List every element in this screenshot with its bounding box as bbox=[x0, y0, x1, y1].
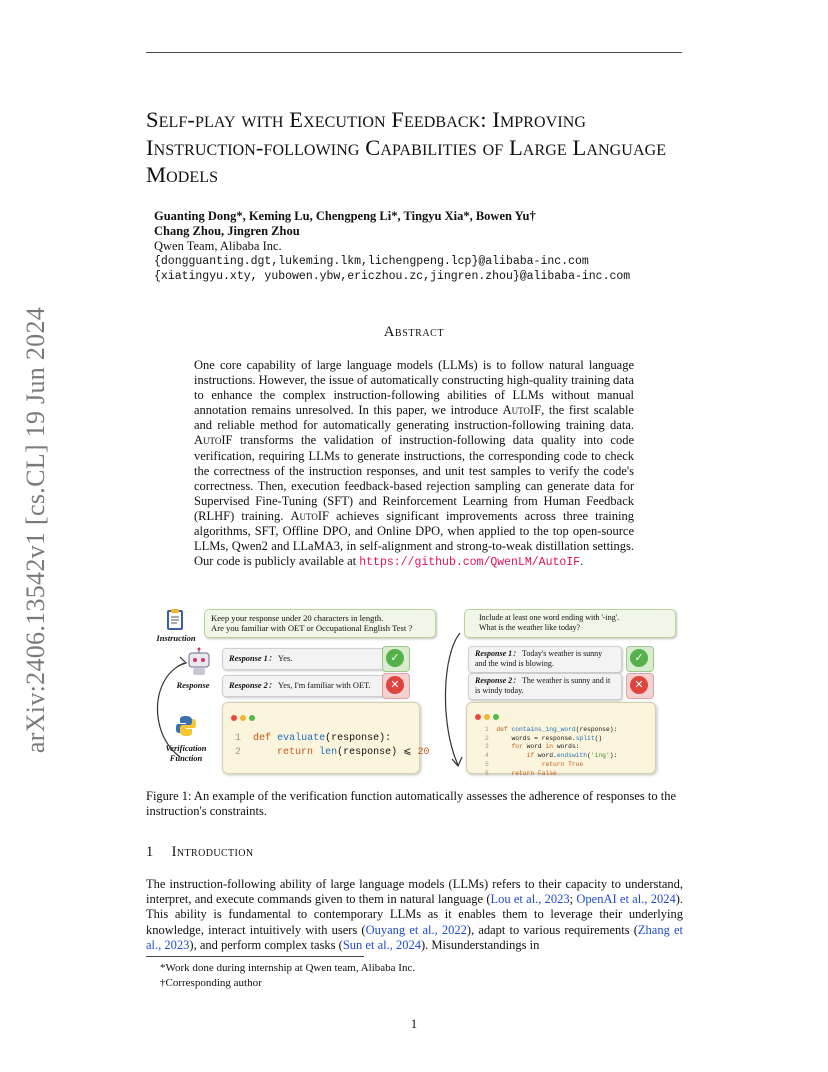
left-instruction-line1: Keep your response under 20 characters in length. bbox=[211, 613, 384, 623]
right-code-block bbox=[466, 702, 656, 777]
figure-1 bbox=[150, 605, 680, 783]
left-instruction-line2: Are you familiar with OET or Occupational English Test ? bbox=[211, 623, 413, 633]
citation-link[interactable]: Sun et al., 2024 bbox=[342, 937, 421, 952]
header-rule bbox=[146, 52, 682, 53]
loop-arrow-right bbox=[438, 625, 466, 775]
right-code-lines: 1 def contains_ing_word(response): 2 words = response.split() 3 for word in words: 4 if word.endswith('ing'): 5 return True 6 return False bbox=[485, 726, 618, 777]
check-icon: ✓ bbox=[386, 649, 404, 667]
label-response: Response bbox=[176, 680, 210, 690]
clipboard-icon bbox=[165, 608, 187, 632]
window-dots bbox=[223, 703, 419, 726]
label-instruction: Instruction bbox=[156, 633, 196, 643]
citation-link[interactable]: Lou et al., 2023 bbox=[490, 892, 570, 907]
left-response-1: Response 1： Yes. bbox=[222, 648, 391, 670]
citation-link[interactable]: Ouyang et al., 2022 bbox=[365, 922, 467, 937]
loop-arrow-left bbox=[150, 655, 190, 765]
check-icon: ✓ bbox=[630, 649, 648, 667]
figure-caption: Figure 1: An example of the verification function automatically assesses the adherence of responses to the instruction's constraints. bbox=[146, 789, 677, 818]
right-instruction-line2: What is the weather like today? bbox=[479, 623, 581, 632]
right-instruction-line1: Include at least one word ending with '-ing'. bbox=[479, 613, 620, 622]
email-line2: {xiatingyu.xty, yubowen.ybw,ericzhou.zc,jingren.zhou}@alibaba-inc.com bbox=[154, 270, 631, 283]
left-code-lines: 1 def evaluate(response): 2 return len(response) ⩽ 20 bbox=[235, 733, 430, 758]
cross-icon: ✕ bbox=[386, 676, 404, 694]
section-heading bbox=[146, 844, 254, 861]
affiliation: Qwen Team, Alibaba Inc. bbox=[154, 239, 282, 253]
left-code-block bbox=[222, 702, 430, 774]
citation-link[interactable]: Zhang et al., 2023 bbox=[146, 922, 683, 952]
page-number: 1 bbox=[410, 1017, 418, 1031]
footnote-1: *Work done during internship at Qwen team, Alibaba Inc. bbox=[160, 962, 416, 974]
window-dots bbox=[467, 703, 655, 725]
arxiv-stamp: arXiv:2406.13542v1 [cs.CL] 19 Jun 2024 bbox=[21, 306, 50, 754]
cross-icon: ✕ bbox=[630, 676, 648, 694]
github-link[interactable]: https://github.com/QwenLM/AutoIF bbox=[359, 556, 581, 570]
citation-link[interactable]: OpenAI et al., 2024 bbox=[576, 892, 676, 907]
right-response-2: Response 2： The weather is sunny and it is windy today. bbox=[468, 673, 622, 700]
right-instruction-bubble bbox=[464, 609, 676, 638]
email-line1: {dongguanting.dgt,lukeming.lkm,lichengpeng.lcp}@alibaba-inc.com bbox=[154, 255, 589, 268]
author-block bbox=[154, 209, 694, 284]
footnote-2: †Corresponding author bbox=[160, 977, 262, 989]
paper-title: Self-play with Execution Feedback: Improving Instruction-following Capabilities of Large Language Models bbox=[146, 107, 667, 187]
right-response-1: Response 1： Today's weather is sunny and the wind is blowing. bbox=[468, 646, 622, 673]
section-number: 1 bbox=[146, 844, 154, 860]
abstract-body: One core capability of large language models (LLMs) is to follow natural language instructions. However, the issue of automatically constructing high-quality training data to enhance the complex instruction-following abilities of LLMs without manual annotation remains unresolved. In this paper, we introduce AutoIF, the first scalable and reliable method for automatically generating instruction-following training data. AutoIF transforms the validation of instruction-following data quality into code verification, requiring LLMs to generate instructions, the corresponding code to check the correctness of the instruction responses, and unit test samples to verify the code's correctness. Then, execution feedback-based rejection sampling can generate data for Supervised Fine-Tuning (SFT) and Reinforcement Learning from Human Feedback (RLHF) training. AutoIF achieves significant improvements across three training algorithms, SFT, Offline DPO, and Online DPO, when applied to the top open-source LLMs, Qwen2 and LLaMA3, in self-alignment and strong-to-weak distillation settings. Our code is publicly available at https://github.com/QwenLM/AutoIF. bbox=[194, 358, 634, 570]
footnotes bbox=[160, 961, 415, 991]
abstract-heading: Abstract bbox=[383, 324, 445, 340]
label-verification-function: Verification Function bbox=[165, 743, 207, 763]
author-names-line1: Guanting Dong*, Keming Lu, Chengpeng Li*, Tingyu Xia*, Bowen Yu† bbox=[154, 209, 536, 223]
intro-paragraph: The instruction-following ability of large language models (LLMs) refers to their capacity to understand, interpret, and execute commands given to them in natural language (Lou et al., 2023; OpenAI et al., 2024). This ability is fundamental to contemporary LLMs as it enables them to leverage their underlying knowledge, interact intuitively with users (Ouyang et al., 2022), adapt to various requirements (Zhang et al., 2023), and perform complex tasks (Sun et al., 2024). Misunderstandings in bbox=[146, 877, 683, 952]
author-names-line2: Chang Zhou, Jingren Zhou bbox=[154, 224, 300, 238]
left-response-2: Response 2： Yes, I'm familiar with OET. bbox=[222, 675, 391, 697]
footnote-rule bbox=[146, 956, 364, 957]
section-title: Introduction bbox=[171, 844, 254, 860]
left-instruction-bubble bbox=[204, 609, 436, 638]
